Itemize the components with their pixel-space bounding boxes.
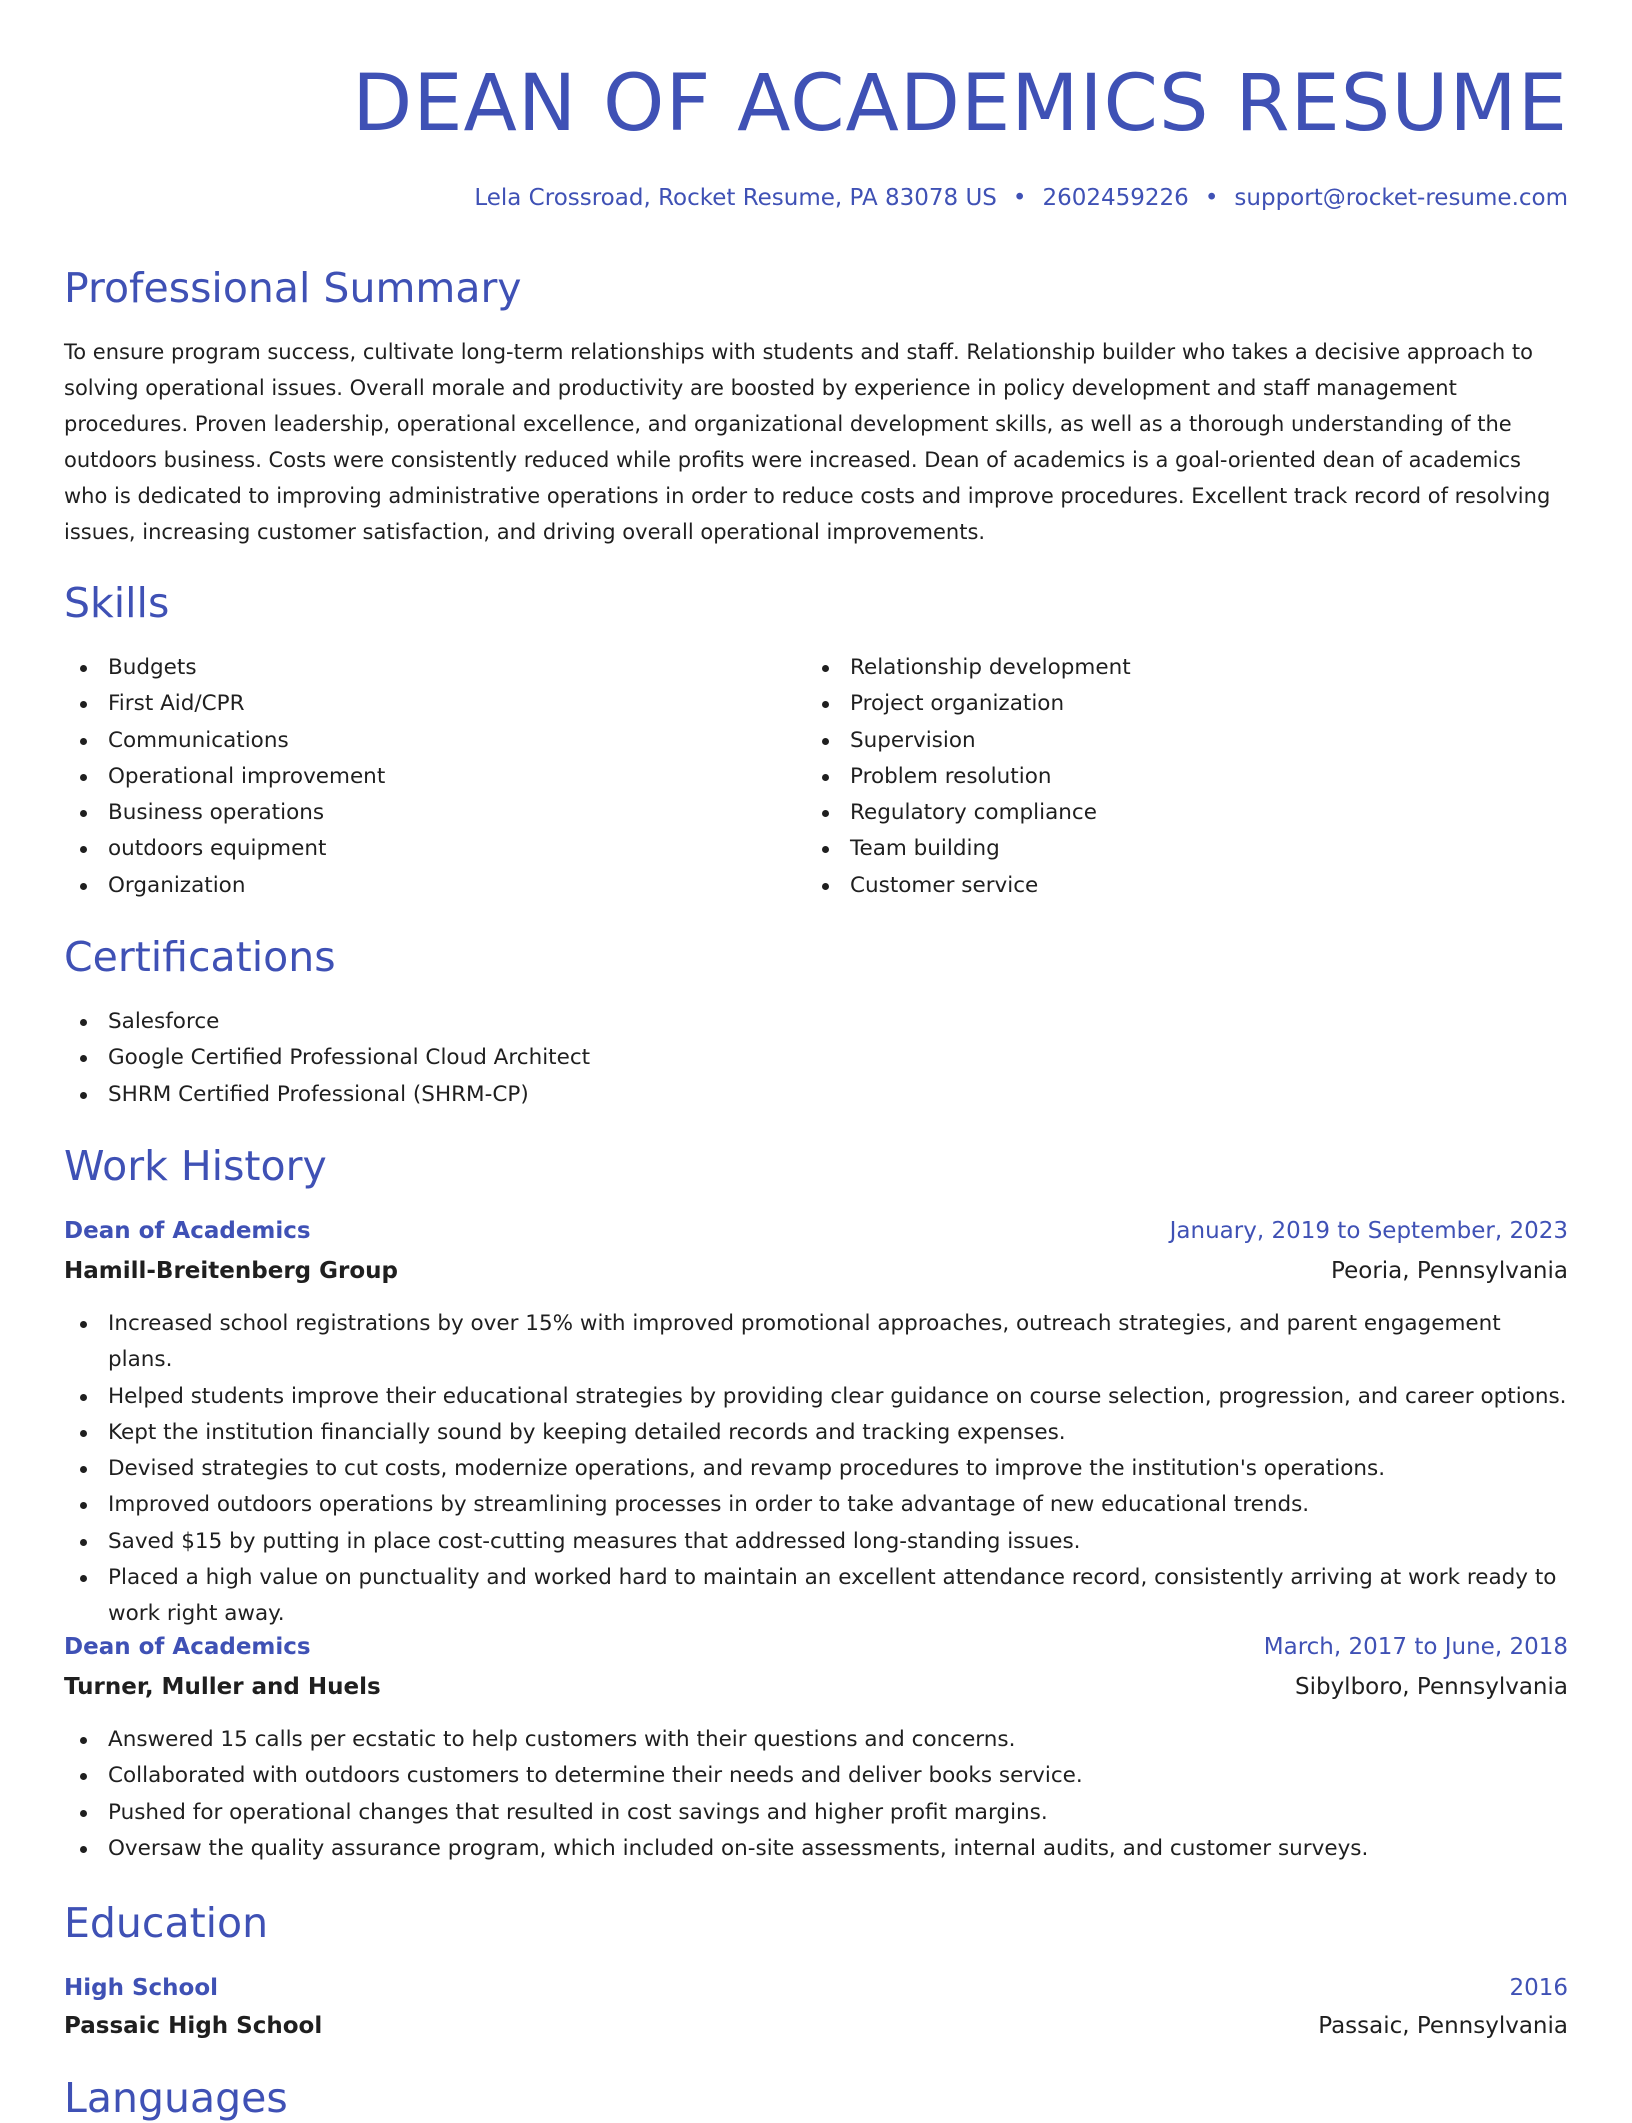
contact-line: [474, 180, 1568, 216]
skill-item: Budgets: [64, 650, 764, 686]
contact-address: Lela Crossroad, Rocket Resume, PA 83078 US: [474, 185, 997, 211]
job-bullet: Saved $15 by putting in place cost-cutting measures that addressed long-standing issues.: [64, 1524, 1568, 1560]
job-company: Hamill-Breitenberg Group: [64, 1258, 398, 1284]
skill-item: Regulatory compliance: [806, 795, 1506, 831]
skill-item: Organization: [64, 868, 764, 904]
job-1-title-row: [64, 1213, 1568, 1249]
skill-item: Team building: [806, 831, 1506, 867]
job-bullet: Increased school registrations by over 15% with improved promotional approaches, outreach strategies, and parent engagement plans.: [64, 1306, 1568, 1379]
job-2-company-row: [64, 1669, 1568, 1705]
certification-item: Google Certified Professional Cloud Architect: [64, 1040, 1568, 1076]
education-degree: High School: [64, 1975, 219, 2001]
skills-list-right: [806, 650, 1506, 904]
contact-phone: 2602459226: [1042, 185, 1189, 211]
job-bullet: Improved outdoors operations by streamlining processes in order to take advantage of new educational trends.: [64, 1487, 1568, 1523]
resume-title: DEAN OF ACADEMICS RESUME: [352, 59, 1568, 149]
job-dates: March, 2017 to June, 2018: [1263, 1634, 1568, 1660]
job-2-title-row: [64, 1629, 1568, 1665]
contact-separator: •: [1204, 185, 1219, 211]
job-location: Sibylboro, Pennsylvania: [1294, 1674, 1568, 1700]
skill-item: Problem resolution: [806, 759, 1506, 795]
summary-heading: Professional Summary: [64, 264, 522, 312]
skill-item: outdoors equipment: [64, 831, 764, 867]
skill-item: Supervision: [806, 723, 1506, 759]
skill-item: First Aid/CPR: [64, 686, 764, 722]
skills-heading: Skills: [64, 579, 170, 627]
skill-item: Relationship development: [806, 650, 1506, 686]
job-bullet: Placed a high value on punctuality and worked hard to maintain an excellent attendance record, consistently arriving at work ready to work right away.: [64, 1560, 1568, 1633]
summary-text: To ensure program success, cultivate long-term relationships with students and staff. Relationship builder who takes a decisive approach to solving operational issues. Overall morale and productivity are boosted by experience in policy development and staff management procedures. Proven leadership, operational excellence, and organizational development skills, as well as a thorough understanding of the outdoors business. Costs were consistently reduced while profits were increased. Dean of academics is a goal-oriented dean of academics who is dedicated to improving administrative operations in order to reduce costs and improve procedures. Excellent track record of resolving issues, increasing customer satisfaction, and driving overall operational improvements.: [64, 340, 1551, 544]
job-bullet: Oversaw the quality assurance program, which included on-site assessments, internal audits, and customer surveys.: [64, 1831, 1568, 1867]
job-bullet: Pushed for operational changes that resulted in cost savings and higher profit margins.: [64, 1795, 1568, 1831]
job-location: Peoria, Pennsylvania: [1331, 1258, 1568, 1284]
education-title-row: [64, 1970, 1568, 2006]
work-history-heading: Work History: [64, 1142, 327, 1190]
education-year: 2016: [1509, 1975, 1568, 2001]
job-role: Dean of Academics: [64, 1634, 311, 1660]
certifications-heading: Certifications: [64, 933, 336, 981]
education-heading: Education: [64, 1899, 269, 1947]
education-school: Passaic High School: [64, 2013, 323, 2039]
certification-item: SHRM Certified Professional (SHRM-CP): [64, 1077, 1568, 1113]
contact-separator: •: [1012, 185, 1027, 211]
job-company: Turner, Muller and Huels: [64, 1674, 381, 1700]
skills-list-left: [64, 650, 764, 904]
education-location: Passaic, Pennsylvania: [1318, 2013, 1568, 2039]
skill-item: Business operations: [64, 795, 764, 831]
contact-email: support@rocket-resume.com: [1234, 185, 1568, 211]
job-bullet: Devised strategies to cut costs, modernize operations, and revamp procedures to improve the institution's operations.: [64, 1451, 1568, 1487]
job-2-bullets: [64, 1722, 1568, 1867]
job-dates: January, 2019 to September, 2023: [1169, 1218, 1568, 1244]
job-bullet: Answered 15 calls per ecstatic to help customers with their questions and concerns.: [64, 1722, 1568, 1758]
job-role: Dean of Academics: [64, 1218, 311, 1244]
skill-item: Communications: [64, 723, 764, 759]
job-bullet: Collaborated with outdoors customers to determine their needs and deliver books service.: [64, 1758, 1568, 1794]
skill-item: Customer service: [806, 868, 1506, 904]
languages-heading: Languages: [64, 2074, 288, 2122]
certification-item: Salesforce: [64, 1004, 1568, 1040]
education-school-row: [64, 2008, 1568, 2044]
skill-item: Operational improvement: [64, 759, 764, 795]
skill-item: Project organization: [806, 686, 1506, 722]
job-bullet: Kept the institution financially sound by keeping detailed records and tracking expenses.: [64, 1415, 1568, 1451]
job-bullet: Helped students improve their educational strategies by providing clear guidance on course selection, progression, and career options.: [64, 1379, 1568, 1415]
certifications-list: [64, 1004, 1568, 1113]
job-1-company-row: [64, 1253, 1568, 1289]
job-1-bullets: [64, 1306, 1568, 1633]
